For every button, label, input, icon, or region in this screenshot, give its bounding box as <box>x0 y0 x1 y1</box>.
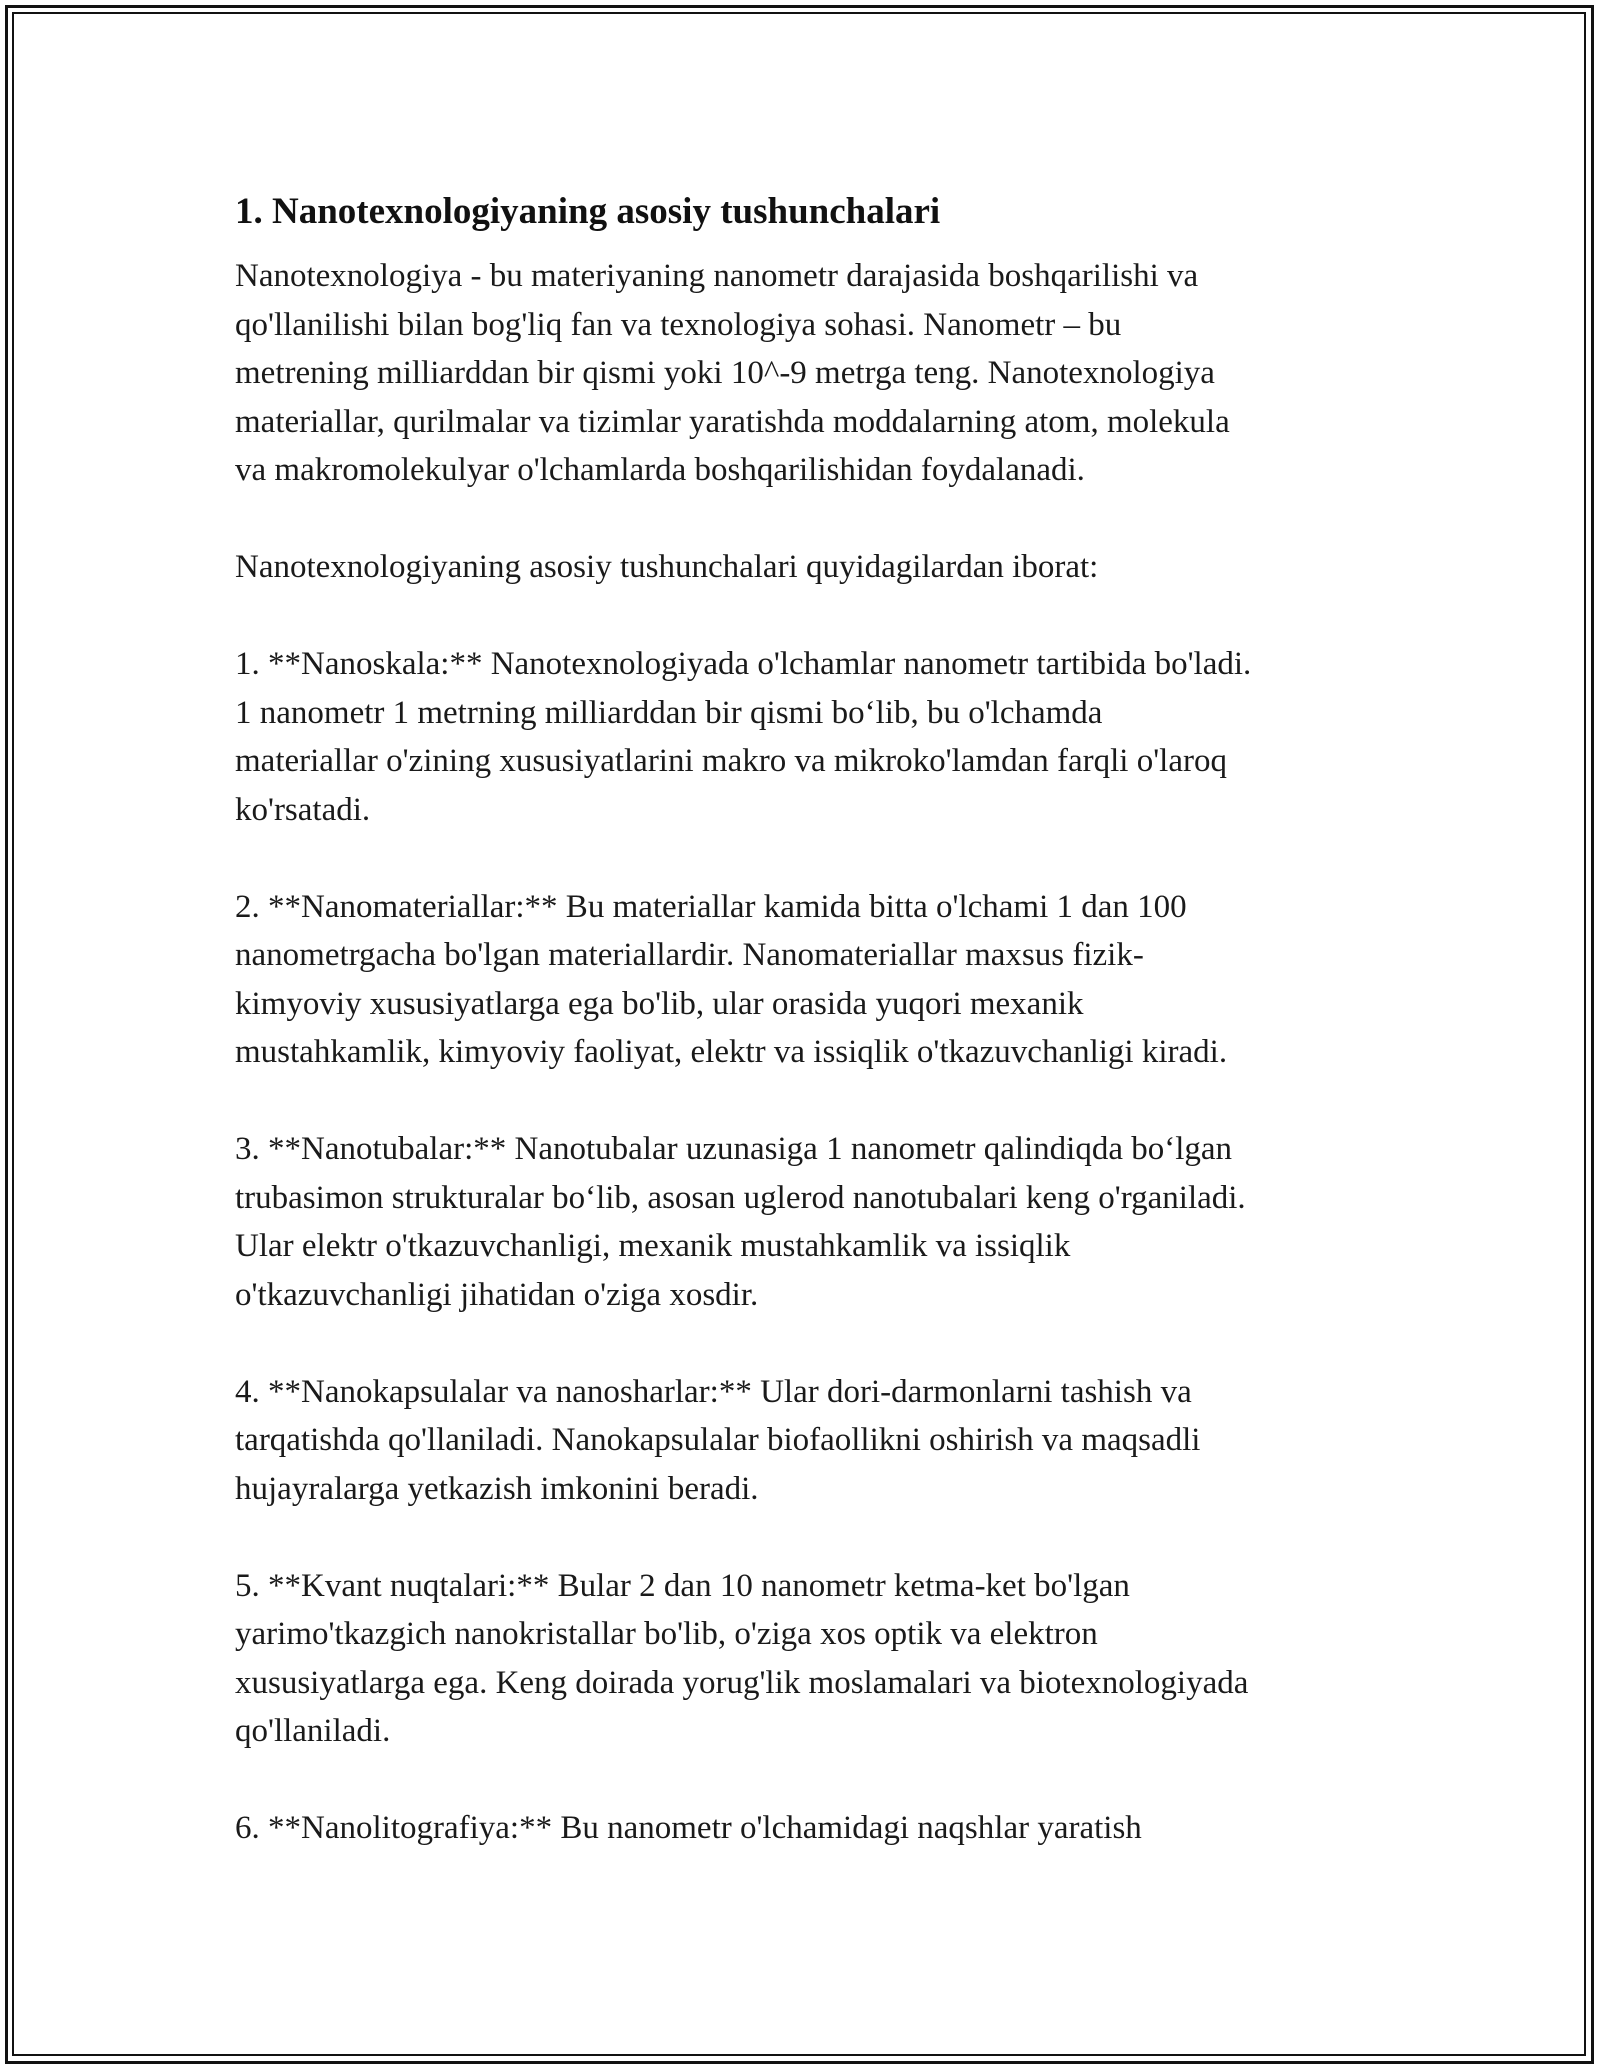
text-line: 3. **Nanotubalar:** Nanotubalar uzunasiga 1 nanometr qalindiqda bo‘lgan <box>235 1131 1233 1167</box>
page-title: 1. Nanotexnologiyaning asosiy tushunchalari <box>235 191 941 232</box>
paragraph-intro <box>235 252 1385 495</box>
text-line: qo'llaniladi. <box>235 1713 391 1749</box>
text-line: mustahkamlik, kimyoviy faoliyat, elektr va issiqlik o'tkazuvchanligi kiradi. <box>235 1034 1228 1070</box>
list-item-kvant-nuqtalari <box>235 1562 1385 1756</box>
list-item-nanomateriallar <box>235 883 1385 1077</box>
text-line: materiallar o'zining xususiyatlarini makro va mikroko'lamdan farqli o'laroq <box>235 743 1227 779</box>
text-line: xususiyatlarga ega. Keng doirada yorug'lik moslamalari va biotexnologiyada <box>235 1664 1249 1701</box>
text-line: va makromolekulyar o'lchamlarda boshqarilishidan foydalanadi. <box>235 452 1085 488</box>
text-line: 4. **Nanokapsulalar va nanosharlar:** Ular dori-darmonlarni tashish va <box>235 1373 1192 1410</box>
text-line: 1 nanometr 1 metrning milliarddan bir qismi bo‘lib, bu o'lchamda <box>235 694 1103 731</box>
text-line: hujayralarga yetkazish imkonini beradi. <box>235 1470 759 1507</box>
text-line: nanometrgacha bo'lgan materiallardir. Nanomateriallar maxsus fizik- <box>235 937 1144 973</box>
text-line: o'tkazuvchanligi jihatidan o'ziga xosdir. <box>235 1276 759 1313</box>
text-line: tarqatishda qo'llaniladi. Nanokapsulalar biofaollikni oshirish va maqsadli <box>235 1422 1201 1458</box>
list-item-nanoskala <box>235 640 1385 834</box>
text-line: Nanotexnologiya - bu materiyaning nanometr darajasida boshqarilishi va <box>235 258 1199 294</box>
list-item-nanolitografiya <box>235 1804 1385 1853</box>
text-line: metrening milliarddan bir qismi yoki 10^-9 metrga teng. Nanotexnologiya <box>235 355 1215 391</box>
text-line: trubasimon strukturalar bo‘lib, asosan uglerod nanotubalari keng o'rganiladi. <box>235 1179 1246 1216</box>
text-line: kimyoviy xususiyatlarga ega bo'lib, ular orasida yuqori mexanik <box>235 985 1084 1022</box>
text-line: 2. **Nanomateriallar:** Bu materiallar kamida bitta o'lchami 1 dan 100 <box>235 888 1187 925</box>
text-line: 1. **Nanoskala:** Nanotexnologiyada o'lchamlar nanometr tartibida bo'ladi. <box>235 646 1252 682</box>
text-line: qo'llanilishi bilan bog'liq fan va texnologiya sohasi. Nanometr – bu <box>235 306 1122 343</box>
text-line: materiallar, qurilmalar va tizimlar yaratishda moddalarning atom, molekula <box>235 403 1230 440</box>
list-item-nanotubalar <box>235 1125 1385 1319</box>
paragraph-lead-in <box>235 543 1385 592</box>
document-body <box>235 186 1385 1901</box>
text-line: Nanotexnologiyaning asosiy tushunchalari quyidagilardan iborat: <box>235 549 1099 585</box>
text-line: 6. **Nanolitografiya:** Bu nanometr o'lchamidagi naqshlar yaratish <box>235 1810 1142 1846</box>
text-line: Ular elektr o'tkazuvchanligi, mexanik mustahkamlik va issiqlik <box>235 1228 1071 1264</box>
text-line: ko'rsatadi. <box>235 791 371 828</box>
text-line: 5. **Kvant nuqtalari:** Bular 2 dan 10 nanometr ketma-ket bo'lgan <box>235 1567 1130 1604</box>
text-line: yarimo'tkazgich nanokristallar bo'lib, o'ziga xos optik va elektron <box>235 1616 1098 1652</box>
list-item-nanokapsulalar <box>235 1368 1385 1514</box>
